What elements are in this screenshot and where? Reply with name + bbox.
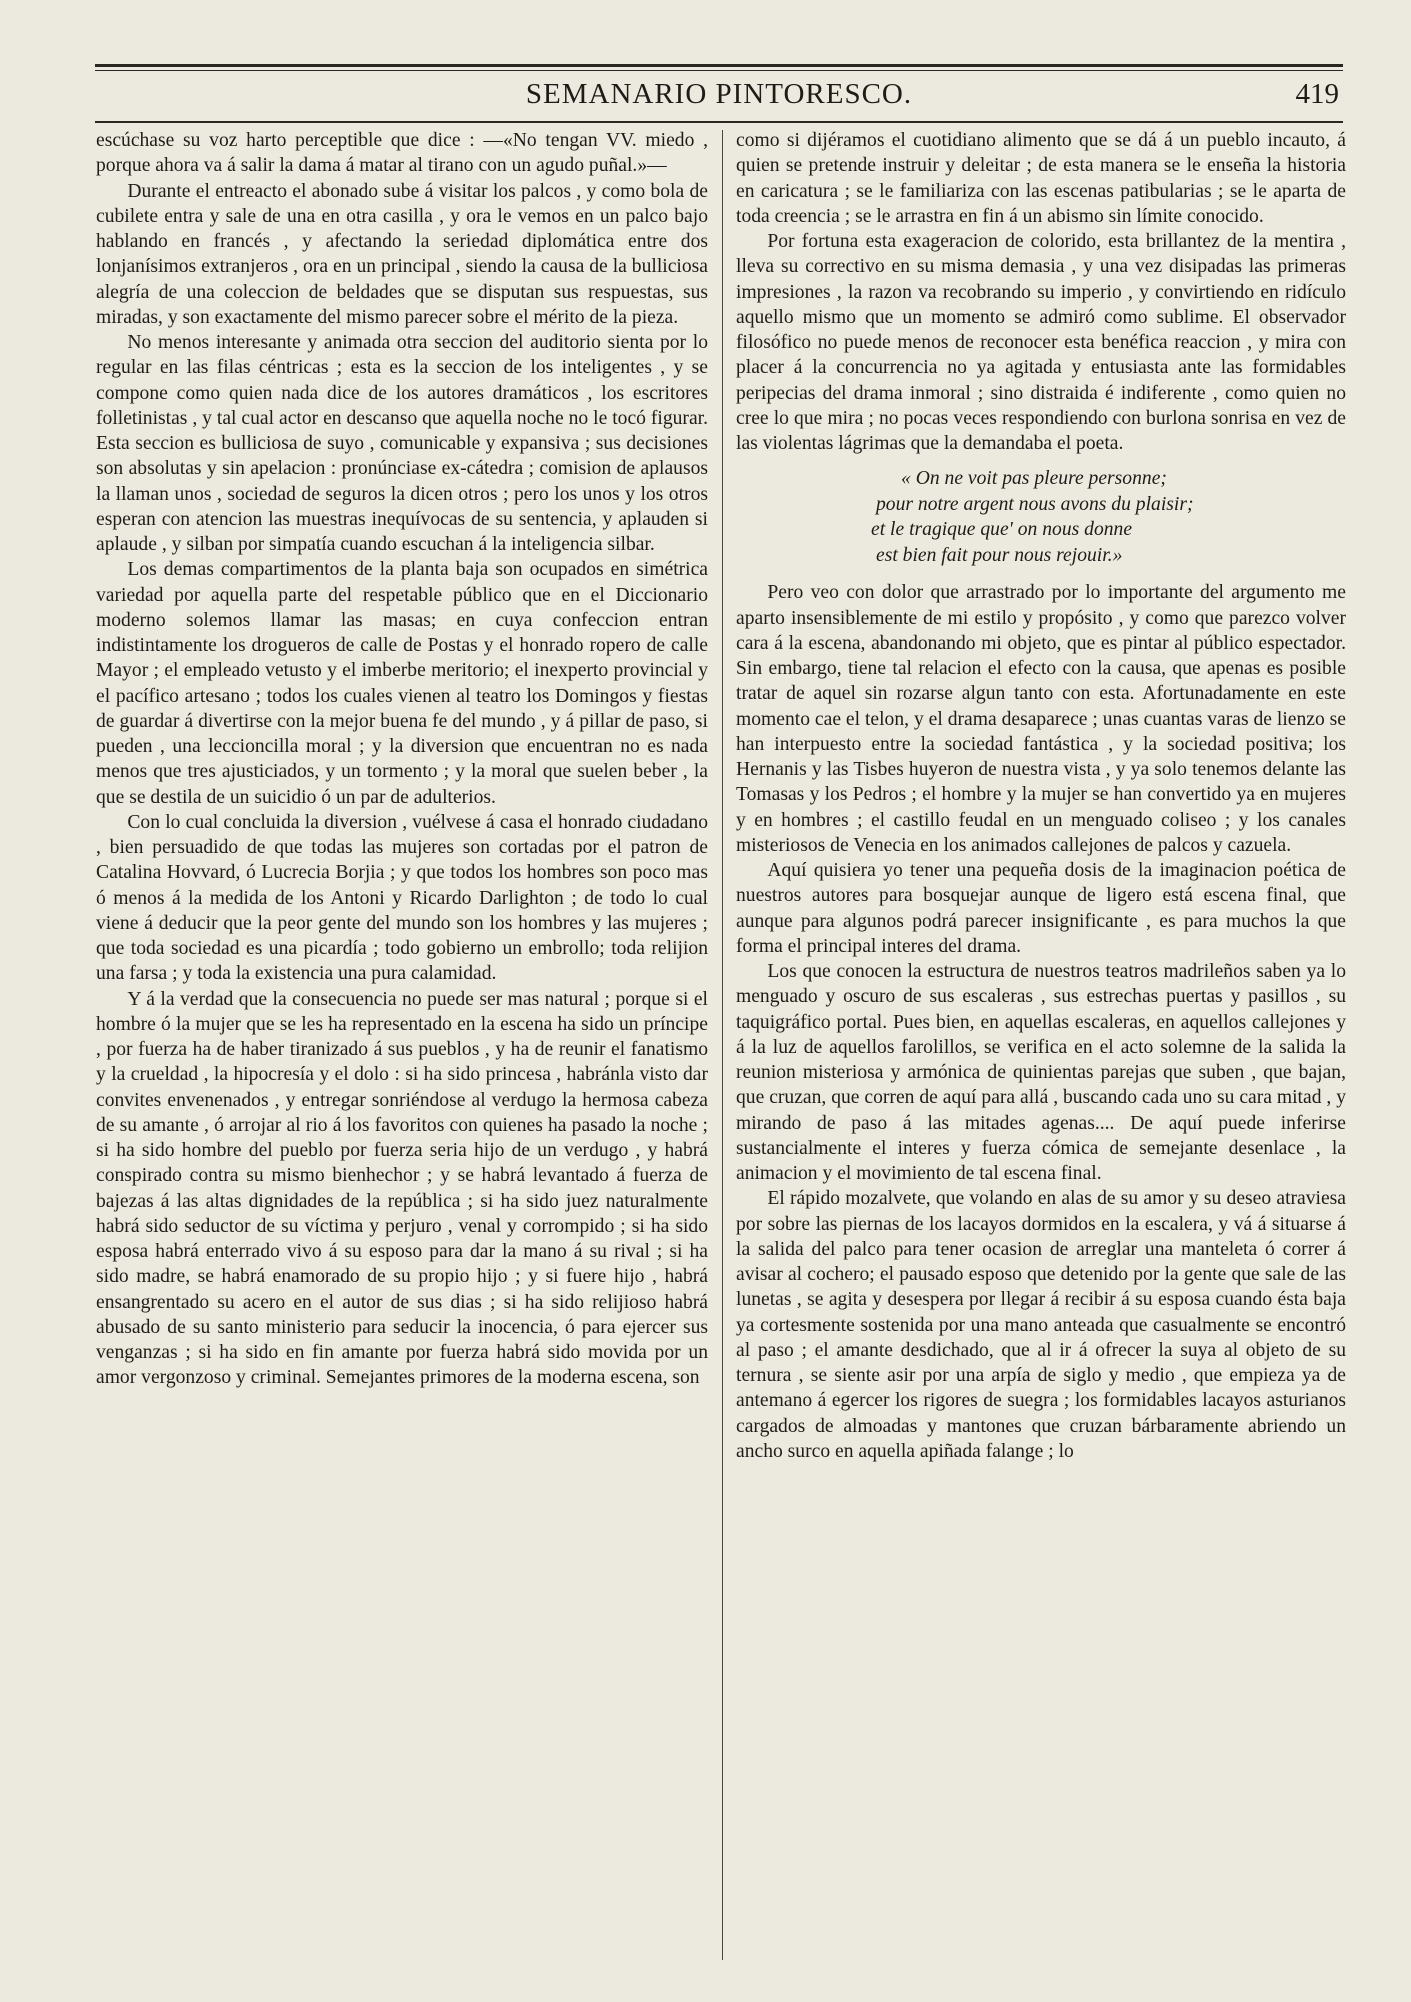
quote-line: pour notre argent nous avons du plaisir; [876,493,1194,515]
header-rule [95,121,1343,123]
quote-line: est bien fait pour nous rejouir.» [876,544,1123,566]
paragraph: como si dijéramos el cuotidiano alimento que se dá á un pueblo incauto, á quien se pretende instruir y deleitar ; de esta manera se le enseña la historia en caricatura ; se le familiariza con las escenas patibularias ; se le aparta de toda creencia ; se le arrastra en fin á un abismo sin límite conocido. [736,130,1346,227]
right-column [736,128,1346,1968]
paragraph: Aquí quisiera yo tener una pequeña dosis de la imaginacion poética de nuestros autores para bosquejar aunque de ligero está escena final, que aunque para algunos podrá parecer insignificante , es para muchos la que forma el principal interes del drama. [736,860,1346,957]
running-title: SEMANARIO PINTORESCO. [525,78,913,110]
paragraph: Los demas compartimentos de la planta baja son ocupados en simétrica variedad por aquella parte del respetable público que en el Diccionario moderno solemos llamar las masas; en cuya confeccion entran indistintamente los drogueros de calle de Postas y el honrado ropero de calle Mayor ; el empleado vetusto y el imberbe meritorio; el inexperto provincial y el pacífico artesano ; todos los cuales vienen al teatro los Domingos y fiestas de guardar á divertirse con la mejor buena fe del mundo , y á pillar de paso, si pueden , una leccioncilla moral ; y la diversion que encuentran no es nada menos que tres ajusticiados, y un tormento ; y la moral que suelen beber , la que se destila de un suicidio ó un par de adulterios. [96,559,708,808]
paragraph: Pero veo con dolor que arrastrado por lo importante del argumento me aparto insensiblemente de mi estilo y propósito , y como que parezco volver cara á la escena, abandonando mi objeto, que es pintar al público espectador. Sin embargo, tiene tal relacion el efecto con la causa, que apenas es posible tratar de aquel sin rozarse algun tanto con esta. Afortunadamente en este momento cae el telon, y el drama desaparece ; unas cuantas varas de lienzo se han interpuesto entre la sociedad fantástica , y la sociedad positiva; los Hernanis y las Tisbes huyeron de nuestra vista , y ya solo tenemos delante las Tomasas y los Pedros ; el hombre y la mujer se han convertido ya en mujeres y en hombres ; el castillo feudal en un menguado coliseo ; y los canales misteriosos de Venecia en los animados callejones de palcos y cazuela. [736,582,1346,856]
page-number: 419 [1295,78,1339,110]
paragraph: Y á la verdad que la consecuencia no puede ser mas natural ; porque si el hombre ó la mujer que se les ha representado en la escena ha sido un príncipe , por fuerza ha de haber tiranizado á sus pueblos , y ha de reunir el fanatismo y la crueldad , la hipocresía y el dolo : si ha sido princesa , habránla visto dar convites envenenados , y entregar sonriéndose al verdugo la hermosa cabeza de su amante , ó arrojar al rio á los favoritos con quienes ha pasado la noche ; si ha sido hombre del pueblo por fuerza seria hijo de un verdugo , y habrá conspirado contra su mismo bienhechor ; y se habrá levantado á fuerza de bajezas á las altas dignidades de la república ; si ha sido juez naturalmente habrá sido seductor de su víctima y perjuro , venal y corrompido ; si ha sido esposa habrá enterrado vivo á su esposo para dar la mano á su rival ; si ha sido madre, se habrá enamorado de su propio hijo ; y si fuere hijo , habrá ensangrentado su acero en el autor de sus dias ; si ha sido relijioso habrá abusado de su santo ministerio para seducir la inocencia, ó para ejercer sus venganzas ; si ha sido en fin amante por fuerza habrá sido movida por un amor vergonzoso y criminal. Semejantes primores de la moderna escena, son [96,988,708,1389]
top-rule-thin [95,70,1343,71]
paragraph: El rápido mozalvete, que volando en alas de su amor y su deseo atraviesa por sobre las piernas de los lacayos dormidos en la escalera, y vá á situarse á la salida del palco para tener ocasion de arreglar una manteleta ó correr á avisar al cochero; el pausado esposo que detenido por la gente que sale de las lunetas , se agita y desespera por llegar á recibir á su esposa cuando ésta baja ya cortesmente sostenida por una mano anteada que casualmente se encontró al paso ; el amante desdichado, que al ir á ofrecer la suya al objeto de su ternura , se siente asir por una arpía de siglo y medio , que empieza ya de antemano á egercer los rigores de suegra ; los formidables lacayos asturianos cargados de almoadas y mantones que cruzan bárbaramente abriendo un ancho surco en aquella apiñada falange ; lo [736,1188,1346,1462]
paragraph: Por fortuna esta exageracion de colorido, esta brillantez de la mentira , lleva su correctivo en su misma demasia , y una vez disipadas las primeras impresiones , la razon va recobrando su imperio , y convirtiendo en ridículo aquello mismo que un momento se admiró como sublime. El observador filosófico no puede menos de reconocer esta benéfica reaccion , y mira con placer á la concurrencia no ya agitada y entusiasta ante las formidables peripecias del drama inmoral ; sino distraida é indiferente , como quien no cree lo que mira ; no pocas veces respondiendo con burlona sonrisa en vez de las violentas lágrimas que la demandaba el poeta. [736,231,1346,454]
quote-line: et le tragique que' on nous donne [871,519,1133,541]
page-header [95,74,1343,118]
paragraph: No menos interesante y animada otra seccion del auditorio sienta por lo regular en las filas céntricas ; esta es la seccion de los inteligentes , y se compone como quien nada dice de los autores dramáticos , los escritores folletinistas , y tal cual actor en descanso que aquella noche no le tocó figurar. Esta seccion es bulliciosa de suyo , comunicable y expansiva ; sus decisiones son absolutas y sin apelacion : pronúnciase ex-cátedra ; comision de aplausos la llaman unos , sociedad de seguros la dicen otros ; pero los unos y los otros esperan con atencion las muestras inequívocas de su sentencia, y aplauden si aplaude , y silban por simpatía cuando escuchan á la inteligencia silbar. [96,332,708,555]
french-quote [736,466,1346,568]
top-rule [95,64,1343,67]
paragraph: Durante el entreacto el abonado sube á visitar los palcos , y como bola de cubilete entra y sale de una en otra casilla , y ora le vemos en un palco bajo hablando en francés , y afectando la seriedad diplomática entre dos lonjanísimos extranjeros , ora en un principal , siendo la causa de la bulliciosa alegría de una coleccion de beldades que se disputan sus respuestas, sus miradas, y son exactamente del mismo parecer sobre el mérito de la pieza. [96,180,708,328]
left-column [96,128,708,1968]
quote-line: « On ne voit pas pleure personne; [901,468,1167,490]
paragraph: Los que conocen la estructura de nuestros teatros madrileños saben ya lo menguado y oscuro de sus escaleras , sus estrechas puertas y pasillos , su taquigráfico portal. Pues bien, en aquellas escaleras, en aquellos callejones y á la luz de aquellos farolillos, se verifica en el acto solemne de la salida la reunion misteriosa y armónica de quinientas parejas que suben , que bajan, que cruzan, que corren de aquí para allá , buscando cada uno su cara mitad , y mirando de paso á las mitades agenas.... De aquí puede inferirse sustancialmente el interes y fuerza cómica de semejante desenlace , la animacion y el movimiento de tal escena final. [736,961,1346,1184]
column-divider [722,130,723,1960]
paragraph: escúchase su voz harto perceptible que dice : —«No tengan VV. miedo , porque ahora va á salir la dama á matar al tirano con un agudo puñal.»— [96,130,708,177]
paragraph: Con lo cual concluida la diversion , vuélvese á casa el honrado ciudadano , bien persuadido de que todas las mujeres son cortadas por el patron de Catalina Hovvard, ó Lucrecia Borjia ; y que todos los hombres son poco mas ó menos á la medida de los Antoni y Ricardo Darlighton ; de todo lo cual viene á deducir que la peor gente del mundo son los hombres y las mujeres ; que toda sociedad es una picardía ; todo gobierno un embrollo; toda relijion una farsa ; y toda la existencia una pura calamidad. [96,811,708,985]
